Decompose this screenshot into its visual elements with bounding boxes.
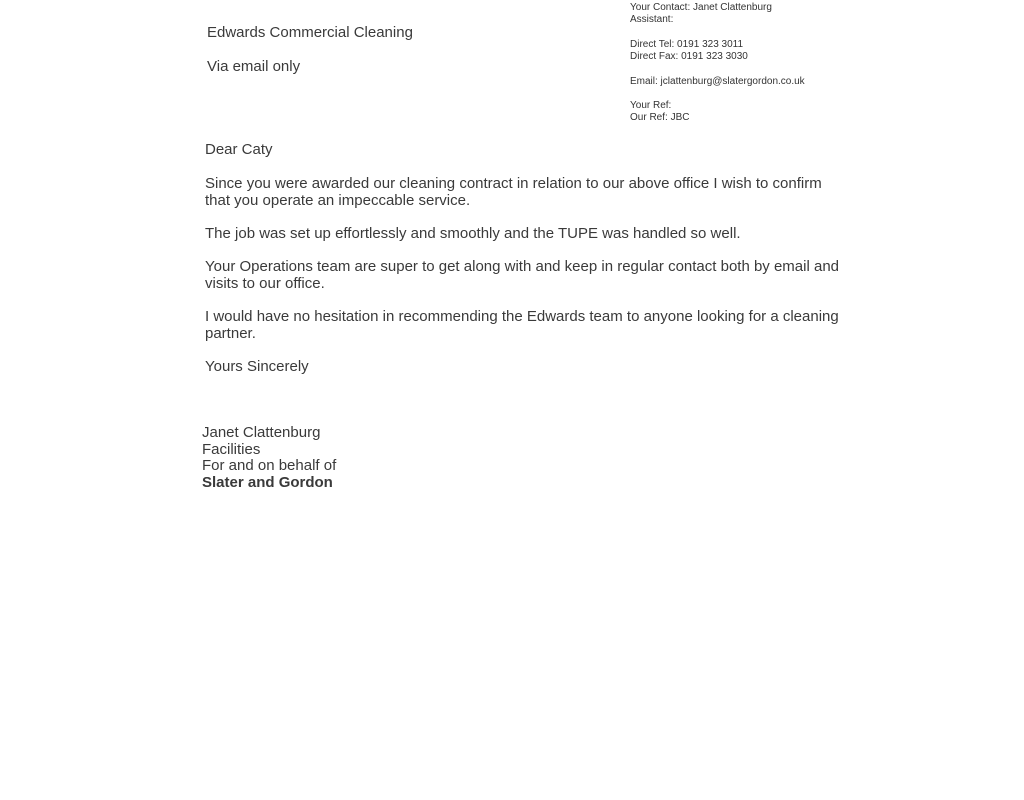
letter-body xyxy=(205,141,845,425)
on-behalf-line: For and on behalf of xyxy=(202,457,337,474)
contact-our-ref: Our Ref: JBC xyxy=(630,112,690,123)
salutation: Dear Caty xyxy=(205,141,273,158)
paragraph-2: The job was set up effortlessly and smoothly and the TUPE was handled so well. xyxy=(205,225,741,242)
contact-assistant: Assistant: xyxy=(630,14,674,25)
contact-details xyxy=(630,2,805,124)
paragraph-4: I would have no hesitation in recommending the Edwards team to anyone looking for a cleaning partner. xyxy=(205,308,839,342)
recipient-company: Edwards Commercial Cleaning xyxy=(207,24,413,41)
paragraph-3: Your Operations team are super to get along with and keep in regular contact both by email and visits to our office. xyxy=(205,258,840,292)
delivery-method: Via email only xyxy=(207,58,301,75)
firm-name: Slater and Gordon xyxy=(202,473,333,491)
signature-block xyxy=(202,425,336,491)
paragraph-1: Since you were awarded our cleaning contract in relation to our above office I wish to confirm that you operate an impeccable service. xyxy=(205,175,822,209)
signer-department: Facilities xyxy=(202,440,261,458)
contact-email: Email: jclattenburg@slatergordon.co.uk xyxy=(630,76,805,87)
contact-direct-tel: Direct Tel: 0191 323 3011 xyxy=(630,39,744,50)
signer-name: Janet Clattenburg xyxy=(202,424,321,441)
recipient-block xyxy=(207,24,413,76)
contact-direct-fax: Direct Fax: 0191 323 3030 xyxy=(630,51,748,62)
closing: Yours Sincerely xyxy=(205,358,309,375)
contact-name: Your Contact: Janet Clattenburg xyxy=(630,2,772,13)
contact-your-ref: Your Ref: xyxy=(630,100,672,111)
